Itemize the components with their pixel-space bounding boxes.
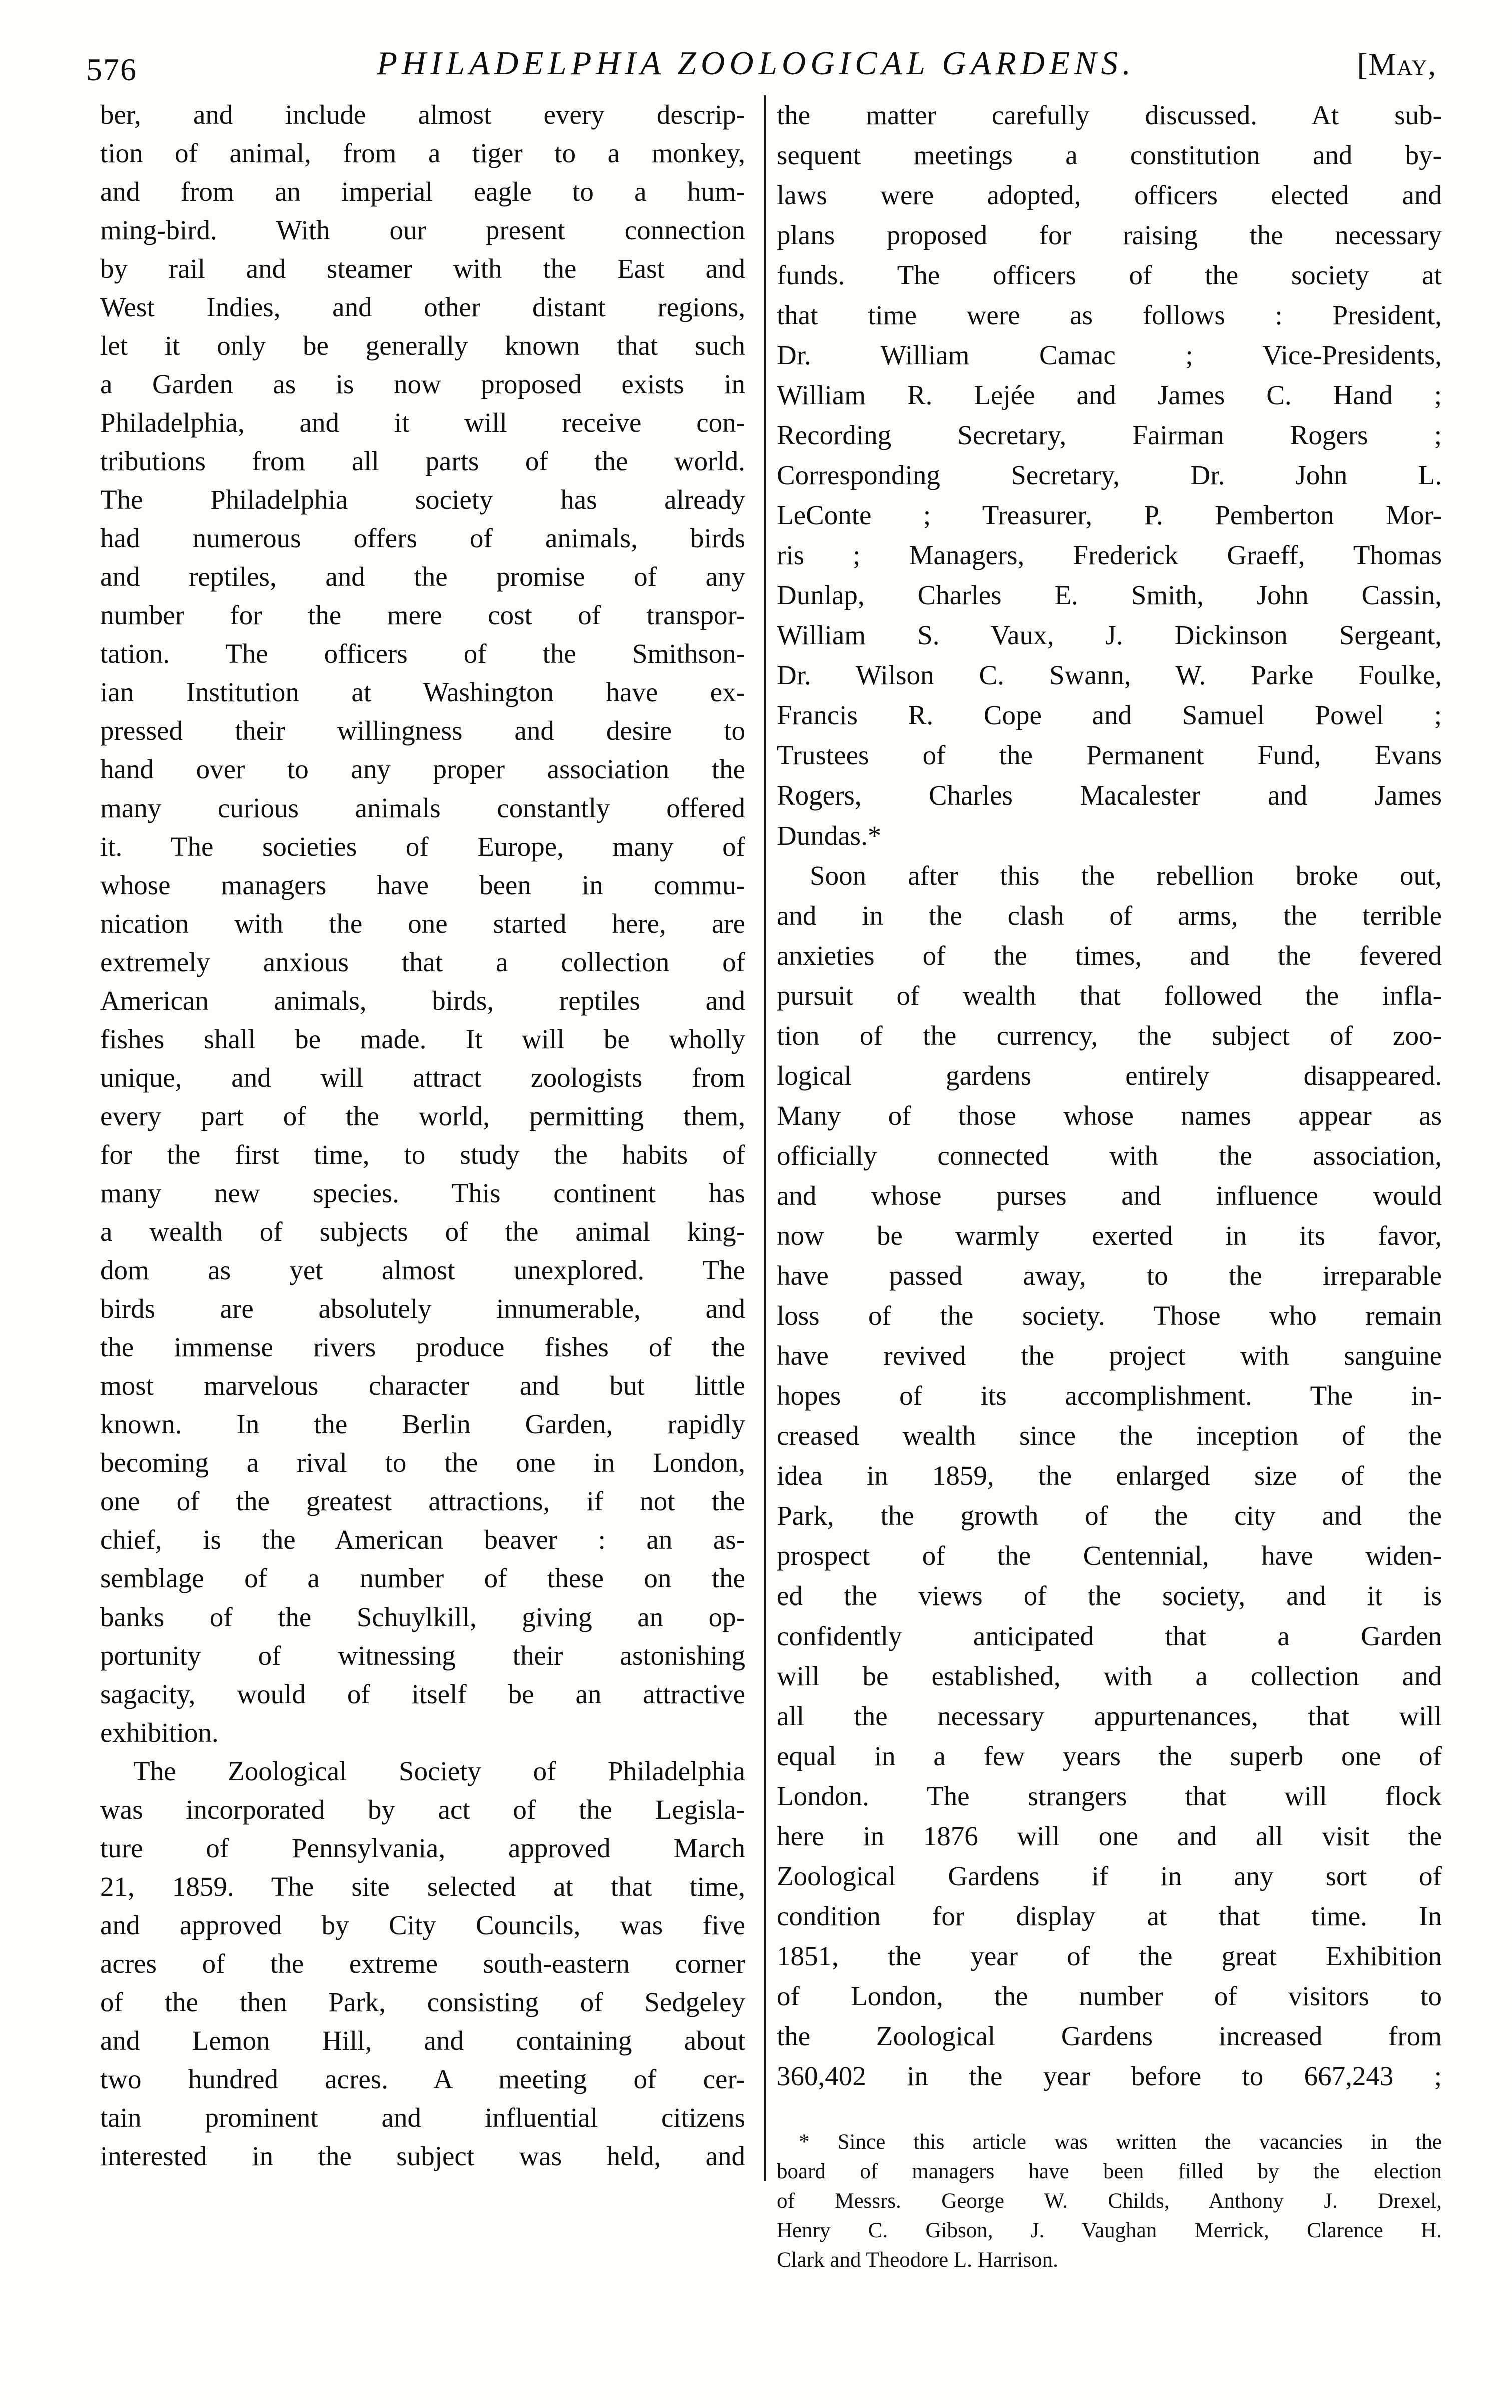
text-line: ian Institution at Washington have ex- [100, 677, 745, 707]
text-line: banks of the Schuylkill, giving an op- [100, 1601, 745, 1632]
text-line: tion of animal, from a tiger to a monkey, [100, 138, 745, 168]
text-line: have passed away, to the irreparable [777, 1260, 1442, 1291]
text-line: pressed their willingness and desire to [100, 715, 745, 746]
text-line: of the then Park, consisting of Sedgeley [100, 1987, 745, 2017]
text-line: a Garden as is now proposed exists in [100, 369, 745, 399]
text-line: was incorporated by act of the Legisla- [100, 1794, 745, 1825]
text-line: Many of those whose names appear as [777, 1100, 1442, 1131]
text-line: 1851, the year of the great Exhibition [777, 1941, 1442, 1971]
text-line: Zoological Gardens if in any sort of [777, 1861, 1442, 1891]
text-line: ed the views of the society, and it is [777, 1580, 1442, 1611]
text-line: officially connected with the association, [777, 1140, 1442, 1171]
text-line: it. The societies of Europe, many of [100, 831, 745, 862]
text-line: most marvelous character and but little [100, 1370, 745, 1401]
text-line: two hundred acres. A meeting of cer- [100, 2064, 745, 2094]
text-line: portunity of witnessing their astonishing [100, 1640, 745, 1671]
text-line: Dundas.* [777, 820, 882, 851]
text-line: pursuit of wealth that followed the infla- [777, 980, 1442, 1011]
text-line: sagacity, would of itself be an attractive [100, 1679, 745, 1709]
text-line: many new species. This continent has [100, 1178, 745, 1208]
text-line: and in the clash of arms, the terrible [777, 900, 1442, 931]
text-line: LeConte ; Treasurer, P. Pemberton Mor- [777, 500, 1442, 530]
text-line: Henry C. Gibson, J. Vaughan Merrick, Clarence H. [777, 2219, 1442, 2242]
text-line: hand over to any proper association the [100, 754, 745, 784]
text-line: Corresponding Secretary, Dr. John L. [777, 460, 1442, 490]
text-line: interested in the subject was held, and [100, 2141, 745, 2171]
text-line: board of managers have been filled by the election [777, 2160, 1442, 2183]
text-line: had numerous offers of animals, birds [100, 523, 745, 553]
text-line: ris ; Managers, Frederick Graeff, Thomas [777, 540, 1442, 570]
text-line: every part of the world, permitting them, [100, 1101, 745, 1131]
text-line: unique, and will attract zoologists from [100, 1062, 745, 1093]
text-line: confidently anticipated that a Garden [777, 1621, 1442, 1651]
text-line: The Philadelphia society has already [100, 484, 745, 515]
text-line: Dr. William Camac ; Vice-Presidents, [777, 340, 1442, 370]
left-column [100, 95, 745, 2175]
text-line: have revived the project with sanguine [777, 1340, 1442, 1371]
text-line: sequent meetings a constitution and by- [777, 140, 1442, 170]
text-line: idea in 1859, the enlarged size of the [777, 1460, 1442, 1491]
text-line: let it only be generally known that such [100, 330, 745, 361]
text-line: nication with the one started here, are [100, 908, 745, 939]
text-line: birds are absolutely innumerable, and [100, 1293, 745, 1324]
text-line: many curious animals constantly offered [100, 792, 745, 823]
text-line: condition for display at that time. In [777, 1901, 1442, 1931]
text-line: Trustees of the Permanent Fund, Evans [777, 740, 1442, 770]
text-line: all the necessary appurtenances, that will [777, 1701, 1442, 1731]
text-line: whose managers have been in commu- [100, 870, 745, 900]
text-line: now be warmly exerted in its favor, [777, 1220, 1442, 1251]
text-line: Clark and Theodore L. Harrison. [777, 2248, 1058, 2272]
text-line: hopes of its accomplishment. The in- [777, 1380, 1442, 1411]
text-line: of Messrs. George W. Childs, Anthony J. Drexel, [777, 2189, 1442, 2213]
text-line: anxieties of the times, and the fevered [777, 940, 1442, 971]
text-line: American animals, birds, reptiles and [100, 985, 745, 1016]
right-column [777, 95, 1442, 2096]
text-line: that time were as follows : President, [777, 300, 1442, 330]
text-line: semblage of a number of these on the [100, 1563, 745, 1593]
text-line: 360,402 in the year before to 667,243 ; [777, 2061, 1442, 2091]
text-line: Recording Secretary, Fairman Rogers ; [777, 420, 1442, 450]
text-line: and reptiles, and the promise of any [100, 561, 745, 592]
text-line: equal in a few years the superb one of [777, 1741, 1442, 1771]
text-line: loss of the society. Those who remain [777, 1300, 1442, 1331]
text-line: number for the mere cost of transpor- [100, 600, 745, 630]
text-line: ture of Pennsylvania, approved March [100, 1833, 745, 1863]
text-line: tation. The officers of the Smithson- [100, 638, 745, 669]
text-line: by rail and steamer with the East and [100, 253, 745, 284]
text-line: fishes shall be made. It will be wholly [100, 1024, 745, 1054]
text-line: Dunlap, Charles E. Smith, John Cassin, [777, 580, 1442, 610]
text-line: plans proposed for raising the necessary [777, 220, 1442, 250]
text-line: the Zoological Gardens increased from [777, 2021, 1442, 2051]
text-line: ming-bird. With our present connection [100, 215, 745, 245]
issue-date-marker: [May, [1357, 48, 1437, 82]
text-line: William S. Vaux, J. Dickinson Sergeant, [777, 620, 1442, 650]
text-line: Park, the growth of the city and the [777, 1500, 1442, 1531]
text-line: creased wealth since the inception of the [777, 1420, 1442, 1451]
text-line: acres of the extreme south-eastern corner [100, 1948, 745, 1979]
text-line: and approved by City Councils, was five [100, 1910, 745, 1940]
text-line: extremely anxious that a collection of [100, 947, 745, 977]
page-title: PHILADELPHIA ZOOLOGICAL GARDENS. [377, 45, 1135, 82]
text-line: a wealth of subjects of the animal king- [100, 1216, 745, 1247]
text-line: London. The strangers that will flock [777, 1781, 1442, 1811]
footnote [777, 2127, 1442, 2275]
text-line: funds. The officers of the society at [777, 260, 1442, 290]
text-line: laws were adopted, officers elected and [777, 180, 1442, 210]
text-line: Soon after this the rebellion broke out, [810, 860, 1442, 891]
text-line: will be established, with a collection and [777, 1661, 1442, 1691]
text-line: and Lemon Hill, and containing about [100, 2025, 745, 2056]
column-divider-rule [764, 95, 766, 2181]
text-line: chief, is the American beaver : an as- [100, 1524, 745, 1555]
text-line: and from an imperial eagle to a hum- [100, 176, 745, 207]
text-line: one of the greatest attractions, if not the [100, 1486, 745, 1516]
text-line: and whose purses and influence would [777, 1180, 1442, 1211]
text-line: of London, the number of visitors to [777, 1981, 1442, 2011]
text-line: Francis R. Cope and Samuel Powel ; [777, 700, 1442, 730]
text-line: Dr. Wilson C. Swann, W. Parke Foulke, [777, 660, 1442, 690]
text-line: ber, and include almost every descrip- [100, 99, 745, 130]
text-line: the immense rivers produce fishes of the [100, 1332, 745, 1362]
text-line: known. In the Berlin Garden, rapidly [100, 1409, 745, 1439]
text-line: Rogers, Charles Macalester and James [777, 780, 1442, 811]
text-line: for the first time, to study the habits of [100, 1139, 745, 1170]
text-line: 21, 1859. The site selected at that time, [100, 1871, 745, 1902]
text-line: tion of the currency, the subject of zoo- [777, 1020, 1442, 1051]
text-line: West Indies, and other distant regions, [100, 292, 745, 322]
text-line: Philadelphia, and it will receive con- [100, 407, 745, 438]
text-line: the matter carefully discussed. At sub- [777, 100, 1442, 130]
text-line: dom as yet almost unexplored. The [100, 1255, 745, 1285]
page-number: 576 [86, 52, 137, 87]
text-line: becoming a rival to the one in London, [100, 1447, 745, 1478]
text-line: prospect of the Centennial, have widen- [777, 1540, 1442, 1571]
text-line: William R. Lejée and James C. Hand ; [777, 380, 1442, 410]
text-line: exhibition. [100, 1717, 219, 1748]
text-line: The Zoological Society of Philadelphia [133, 1756, 745, 1786]
text-line: here in 1876 will one and all visit the [777, 1821, 1442, 1851]
text-line: * Since this article was written the vacancies in the [799, 2130, 1442, 2154]
text-line: tributions from all parts of the world. [100, 446, 745, 476]
text-line: logical gardens entirely disappeared. [777, 1060, 1442, 1091]
text-line: tain prominent and influential citizens [100, 2102, 745, 2133]
